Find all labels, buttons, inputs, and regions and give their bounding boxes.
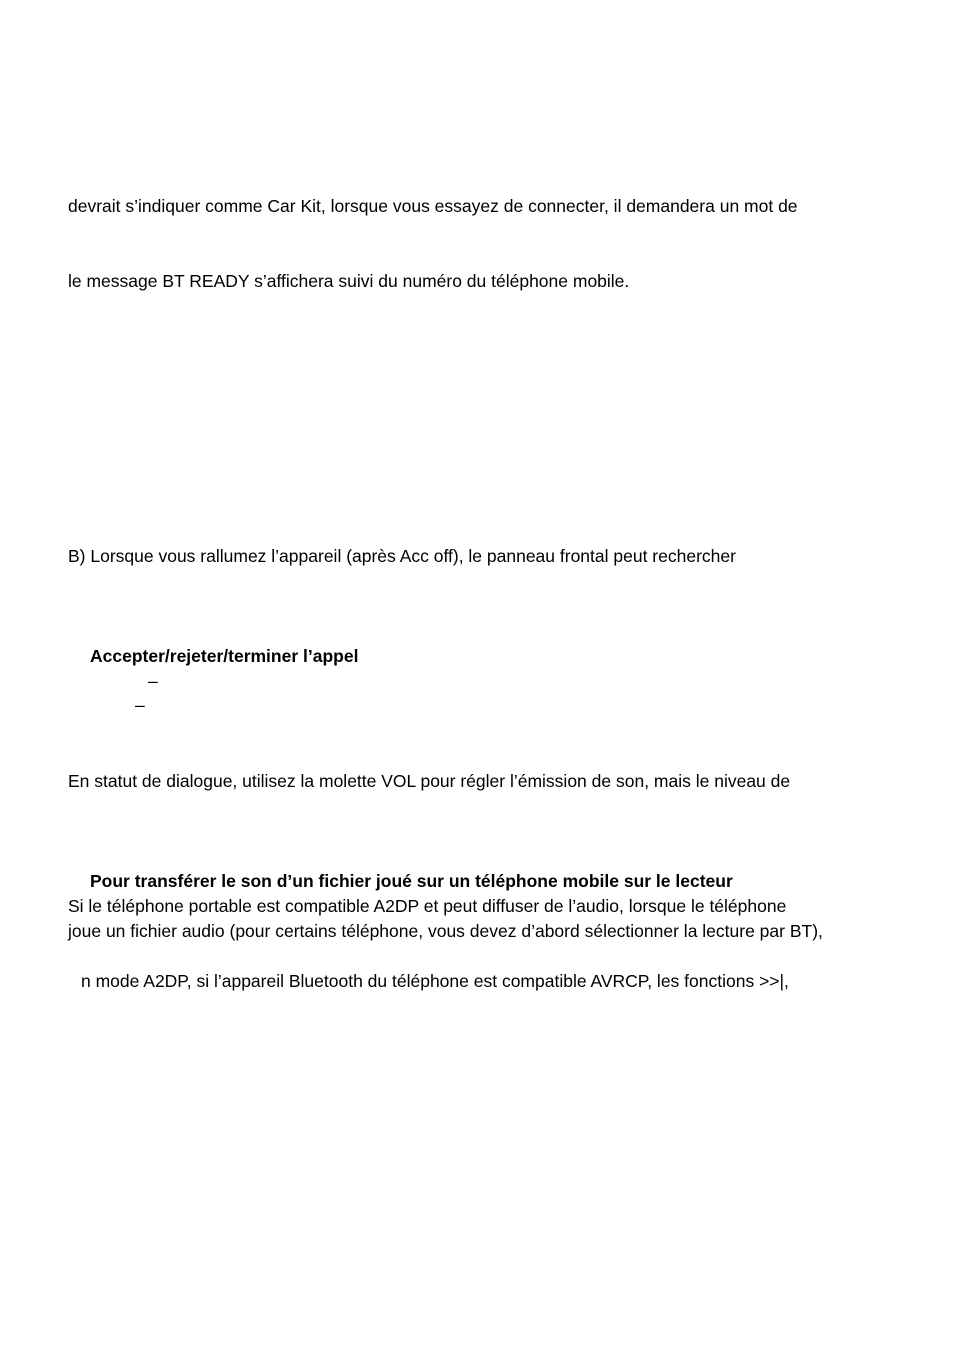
paragraph-line-vol: En statut de dialogue, utilisez la molette VOL pour régler l’émission de son, mais le niveau de (68, 771, 791, 791)
paragraph-line-bt-ready: le message BT READY s’affichera suivi du numéro du téléphone mobile. (68, 271, 630, 291)
dash-marker-1: – (148, 671, 158, 691)
paragraph-line-acc-off: B) Lorsque vous rallumez l’appareil (après Acc off), le panneau frontal peut rechercher (68, 546, 736, 566)
section-heading-call: Accepter/rejeter/terminer l’appel (90, 646, 359, 666)
dash-marker-2: – (135, 695, 145, 715)
paragraph-line-avrcp: n mode A2DP, si l’appareil Bluetooth du téléphone est compatible AVRCP, les fonctions >>|, (81, 971, 789, 991)
paragraph-line-car-kit: devrait s’indiquer comme Car Kit, lorsque vous essayez de connecter, il demandera un mot de (68, 196, 798, 216)
paragraph-line-audio-file: joue un fichier audio (pour certains téléphone, vous devez d’abord sélectionner la lecture par BT), (68, 921, 823, 941)
section-heading-a2dp: Pour transférer le son d’un fichier joué sur un téléphone mobile sur le lecteur (90, 871, 733, 891)
paragraph-line-a2dp-compatible: Si le téléphone portable est compatible A2DP et peut diffuser de l’audio, lorsque le téléphone (68, 896, 787, 916)
